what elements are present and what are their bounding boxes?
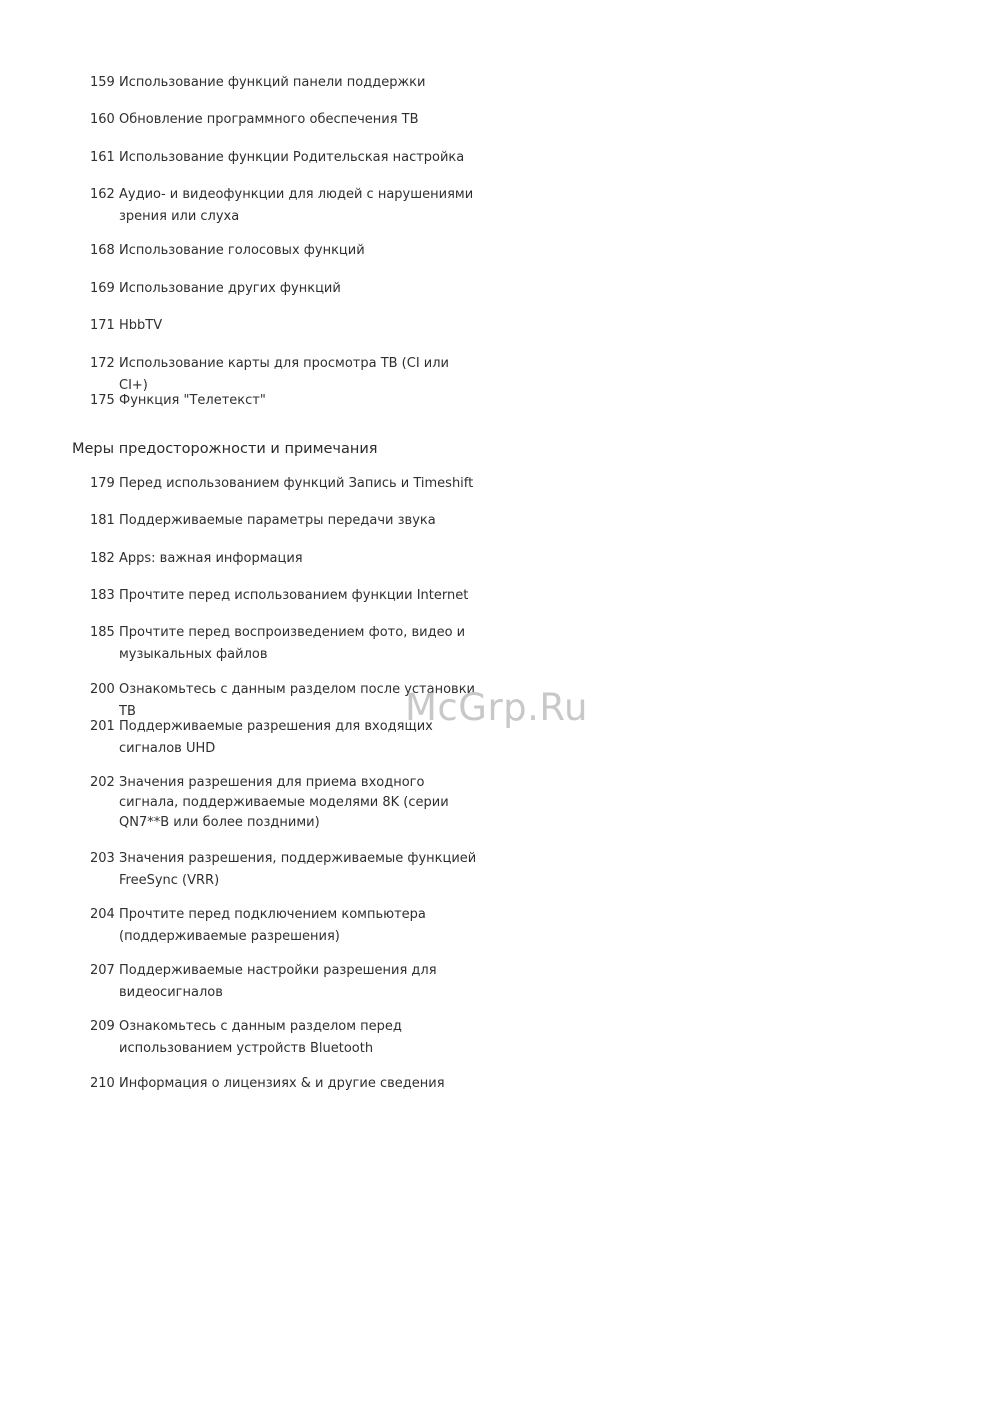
entry-title: Ознакомьтесь с данным разделом перед использованием устройств Bluetooth [119, 1019, 402, 1056]
entry-title: Значения разрешения, поддерживаемые функцией FreeSync (VRR) [119, 851, 477, 888]
page-number: 169 [90, 281, 115, 296]
page-number: 210 [90, 1076, 115, 1091]
watermark: McGrp.Ru [405, 686, 588, 729]
entry-title: Информация о лицензиях & и другие сведения [119, 1076, 445, 1091]
entry-title: Ознакомьтесь с данным разделом после установки ТВ [119, 682, 475, 719]
page-number: 183 [90, 588, 115, 603]
page-number: 160 [90, 112, 115, 127]
entry-title: Поддерживаемые настройки разрешения для видеосигналов [119, 963, 437, 1000]
page-number: 202 [90, 775, 115, 790]
page-number: 162 [90, 187, 115, 202]
page-number: 172 [90, 356, 115, 371]
page-number: 204 [90, 907, 115, 922]
page-number: 203 [90, 851, 115, 866]
page-number: 159 [90, 75, 115, 90]
entry-title: HbbTV [119, 318, 163, 333]
page-number: 200 [90, 682, 115, 697]
page-number: 209 [90, 1019, 115, 1034]
entry-title: Использование голосовых функций [119, 243, 365, 258]
entry-title: Использование других функций [119, 281, 341, 296]
page-number: 181 [90, 513, 115, 528]
page-number: 201 [90, 719, 115, 734]
entry-title: Использование карты для просмотра ТВ (CI или CI+) [119, 356, 450, 393]
page-number: 171 [90, 318, 115, 333]
entry-title: Обновление программного обеспечения ТВ [119, 112, 419, 127]
entry-title: Прочтите перед использованием функции Internet [119, 588, 469, 603]
entry-title: Функция "Телетекст" [119, 393, 266, 408]
page-number: 168 [90, 243, 115, 258]
entry-title: Значения разрешения для приема входного сигнала, поддерживаемые моделями 8K (серии QN7**B или более поздними) [119, 775, 449, 830]
entry-title: Поддерживаемые параметры передачи звука [119, 513, 436, 528]
entry-title: Поддерживаемые разрешения для входящих сигналов UHD [119, 719, 433, 756]
entry-title: Apps: важная информация [119, 551, 303, 566]
page-number: 179 [90, 476, 115, 491]
section-heading: Меры предосторожности и примечания [72, 441, 378, 457]
page-number: 161 [90, 150, 115, 165]
entry-title: Перед использованием функций Запись и Timeshift [119, 476, 474, 491]
entry-title: Прочтите перед подключением компьютера (поддерживаемые разрешения) [119, 907, 426, 944]
page-number: 175 [90, 393, 115, 408]
entry-title: Прочтите перед воспроизведением фото, видео и музыкальных файлов [119, 625, 466, 662]
page-number: 182 [90, 551, 115, 566]
page-number: 207 [90, 963, 115, 978]
entry-title: Использование функций панели поддержки [119, 75, 426, 90]
entry-title: Использование функции Родительская настройка [119, 150, 465, 165]
page-number: 185 [90, 625, 115, 640]
entry-title: Аудио- и видеофункции для людей с нарушениями зрения или слуха [119, 187, 474, 224]
